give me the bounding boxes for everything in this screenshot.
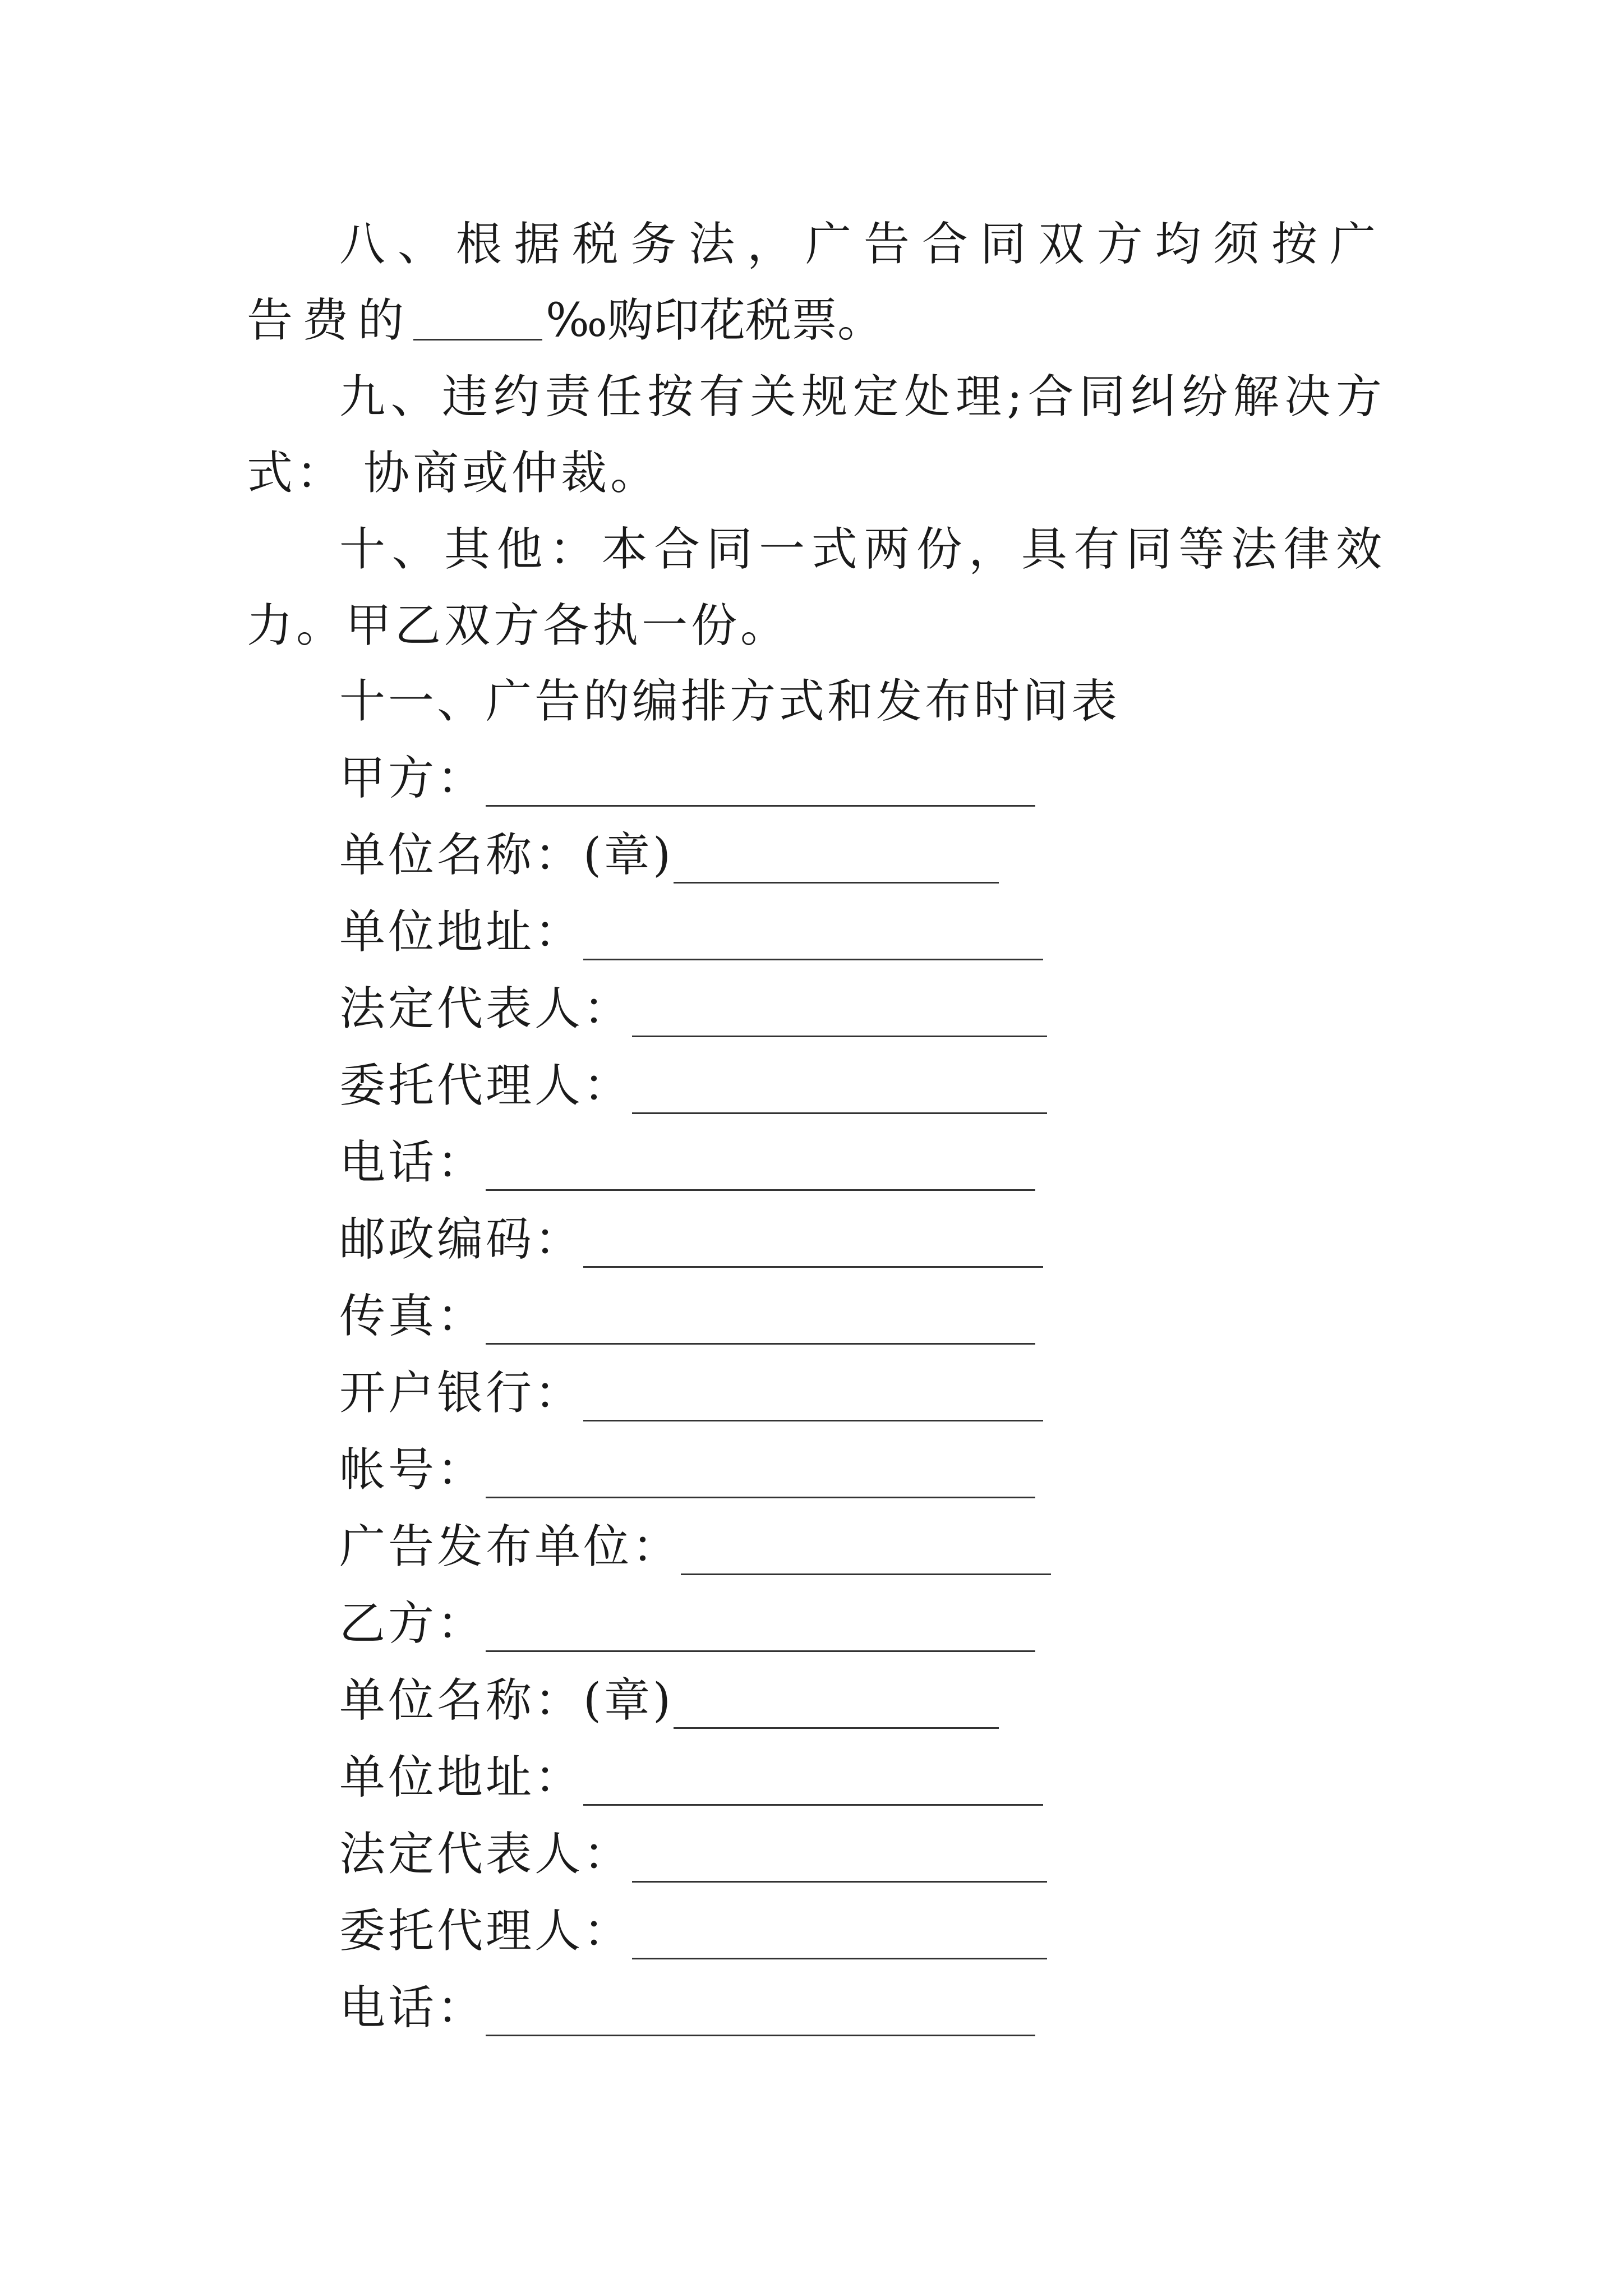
party-b-phone-field[interactable] [486, 1984, 1035, 2036]
party-b-address-row [339, 1750, 1043, 1806]
party-a-label: 甲方： [339, 752, 486, 805]
party-a-bank-field[interactable] [583, 1369, 1043, 1421]
party-b-agent-field[interactable] [632, 1907, 1047, 1959]
party-b-agent-row [339, 1903, 1047, 1959]
party-a-legal-rep-row [339, 981, 1047, 1037]
party-b-address-field[interactable] [583, 1754, 1043, 1806]
party-a-bank-row [339, 1365, 1043, 1421]
party-a-phone-label: 电话： [339, 1136, 486, 1189]
party-b-address-label: 单位地址： [339, 1751, 584, 1804]
clause-11-text: 十一、广告的编排方式和发布时间表 [339, 675, 1121, 728]
clause-10: 十、其他：本合同一式两份，具有同等法律效力。甲乙双方各执一份。 [247, 523, 1385, 652]
publisher-field[interactable] [681, 1523, 1051, 1575]
party-a-legal-rep-label: 法定代表人： [339, 982, 633, 1036]
party-b-phone-row [339, 1980, 1035, 2036]
party-b-label: 乙方： [339, 1597, 486, 1650]
party-a-field[interactable] [486, 754, 1035, 807]
party-a-phone-field[interactable] [486, 1139, 1035, 1191]
party-b-unit-name-label: 单位名称：(章) [339, 1674, 674, 1727]
clause-8 [247, 206, 1385, 359]
party-a-phone-row [339, 1135, 1035, 1191]
party-a-account-label: 帐号： [339, 1443, 486, 1497]
party-a-postcode-row [339, 1212, 1043, 1268]
party-a-unit-name-label: 单位名称：(章) [339, 829, 674, 882]
party-b-unit-name-field[interactable] [674, 1677, 999, 1729]
clause-8-tail: ‰购印花税票。 [546, 294, 884, 347]
publisher-label: 广告发布单位： [339, 1520, 681, 1573]
party-a-agent-field[interactable] [632, 1062, 1047, 1114]
party-a-address-row [339, 904, 1043, 960]
party-a-unit-name-field[interactable] [674, 831, 999, 884]
party-b-legal-rep-label: 法定代表人： [339, 1828, 633, 1881]
party-a-row [339, 751, 1035, 807]
party-a-account-field[interactable] [486, 1446, 1035, 1498]
party-a-address-label: 单位地址： [339, 905, 584, 959]
party-a-agent-label: 委托代理人： [339, 1059, 633, 1112]
party-a-agent-row [339, 1058, 1047, 1114]
party-a-legal-rep-field[interactable] [632, 985, 1047, 1037]
party-a-fax-field[interactable] [486, 1292, 1035, 1345]
party-a-bank-label: 开户银行： [339, 1366, 584, 1420]
party-a-address-field[interactable] [583, 908, 1043, 960]
party-b-legal-rep-row [339, 1826, 1047, 1883]
publisher-row [339, 1519, 1051, 1575]
party-b-agent-label: 委托代理人： [339, 1904, 633, 1958]
party-a-fax-label: 传真： [339, 1290, 486, 1343]
party-b-unit-name-row [339, 1673, 999, 1729]
party-b-phone-label: 电话： [339, 1981, 486, 2035]
clause-8-text: 八、根据税务法，广告合同双方均须按广告费的 [247, 218, 1385, 347]
stamp-duty-rate-blank[interactable] [413, 300, 542, 341]
party-a-account-row [339, 1442, 1035, 1498]
clause-9: 九、违约责任按有关规定处理;合同纠纷解决方式： 协商或仲裁。 [247, 370, 1385, 500]
party-b-field[interactable] [486, 1600, 1035, 1652]
party-b-legal-rep-field[interactable] [632, 1830, 1047, 1883]
party-a-postcode-field[interactable] [583, 1216, 1043, 1268]
party-b-row [339, 1596, 1035, 1652]
party-a-postcode-label: 邮政编码： [339, 1213, 584, 1266]
party-a-unit-name-row [339, 827, 999, 884]
party-a-fax-row [339, 1289, 1035, 1345]
clause-11 [339, 674, 1120, 730]
